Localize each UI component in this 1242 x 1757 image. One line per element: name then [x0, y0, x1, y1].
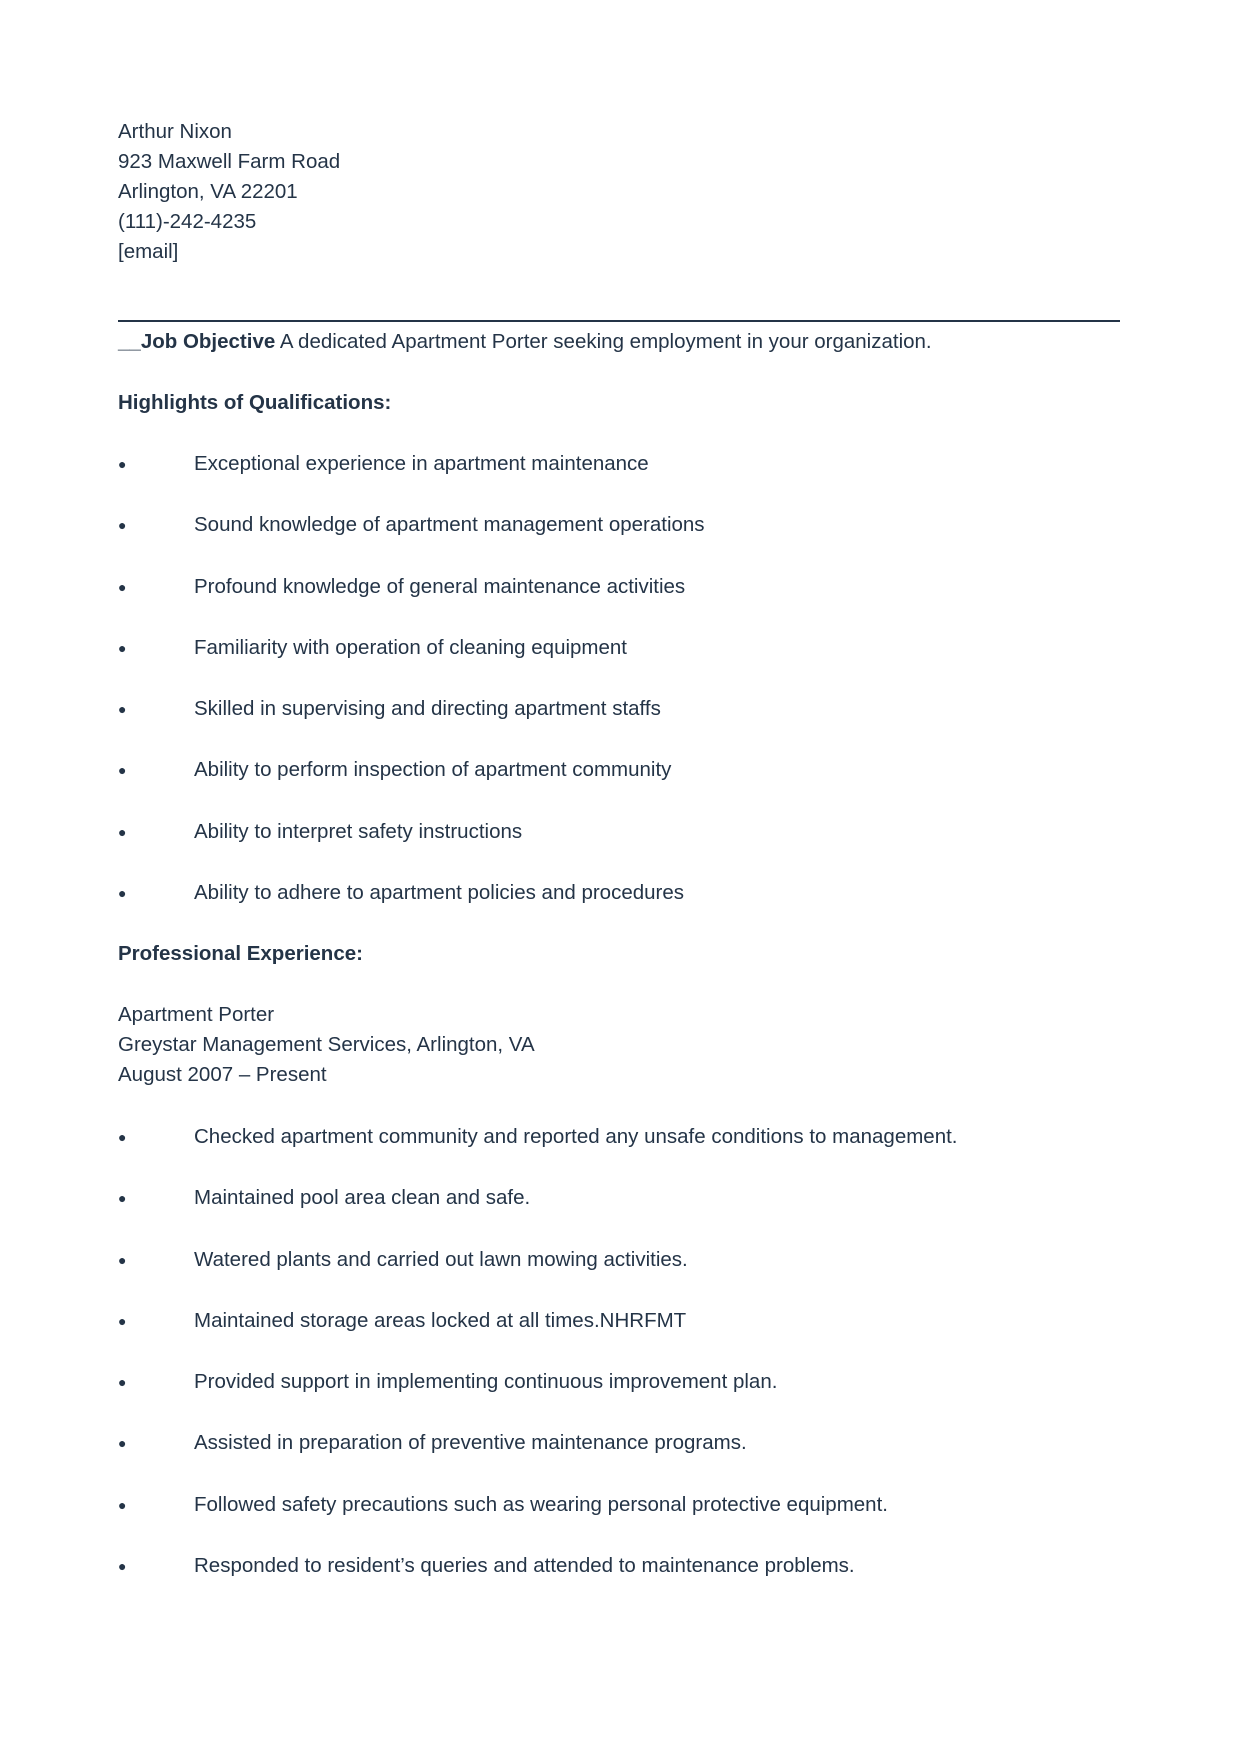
job-objective [118, 327, 932, 357]
contact-name: Arthur Nixon [118, 120, 232, 143]
experience-heading: Professional Experience: [118, 942, 363, 965]
list-item-text: Responded to resident’s queries and attended to maintenance problems. [194, 1554, 855, 1578]
list-item-text: Checked apartment community and reported any unsafe conditions to management. [194, 1125, 958, 1148]
list-item-text: Ability to perform inspection of apartment community [194, 758, 672, 782]
list-item-text: Watered plants and carried out lawn mowing activities. [194, 1247, 688, 1271]
bullet-icon: ● [118, 456, 127, 472]
list-item-text: Familiarity with operation of cleaning equipment [194, 635, 628, 659]
bullet-icon: ● [118, 1312, 127, 1329]
bullet-icon: ● [118, 1129, 127, 1145]
list-item-text: Maintained storage areas locked at all times.NHRFMT [194, 1308, 687, 1332]
list-item-text: Ability to adhere to apartment policies and procedures [194, 881, 685, 905]
qualifications-heading: Highlights of Qualifications: [118, 391, 392, 414]
bullet-icon: ● [118, 517, 127, 534]
bullet-icon: ● [118, 578, 127, 595]
contact-city: Arlington, VA 22201 [118, 180, 298, 203]
bullet-icon: ● [118, 885, 127, 902]
job-employer: Greystar Management Services, Arlington, VA [118, 1033, 535, 1056]
contact-email: [email] [118, 240, 179, 263]
bullet-icon: ● [118, 1190, 127, 1207]
job-title: Apartment Porter [118, 1003, 275, 1026]
list-item-text: Profound knowledge of general maintenance activities [194, 574, 686, 598]
bullet-icon: ● [118, 1251, 127, 1268]
objective-text: A dedicated Apartment Porter seeking employment in your organization. [275, 330, 932, 353]
objective-label: Job Objective [140, 330, 276, 353]
list-item-text: Maintained pool area clean and safe. [194, 1186, 531, 1210]
bullet-icon: ● [118, 701, 127, 718]
contact-phone: (111)-242-4235 [118, 210, 257, 233]
job-dates: August 2007 – Present [118, 1063, 327, 1086]
contact-block [118, 117, 340, 267]
bullet-icon: ● [118, 1435, 127, 1452]
bullet-icon: ● [118, 762, 127, 779]
list-item-text: Sound knowledge of apartment management operations [194, 513, 705, 537]
list-item-text: Exceptional experience in apartment maintenance [194, 452, 649, 475]
bullet-icon: ● [118, 639, 127, 656]
bullet-icon: ● [118, 1374, 127, 1391]
contact-street: 923 Maxwell Farm Road [118, 150, 341, 173]
list-item-text: Followed safety precautions such as wearing personal protective equipment. [194, 1492, 888, 1516]
horizontal-rule [118, 320, 1120, 322]
list-item-text: Provided support in implementing continuous improvement plan. [194, 1370, 778, 1394]
list-item-text: Skilled in supervising and directing apartment staffs [194, 697, 661, 721]
list-item-text: Ability to interpret safety instructions [194, 819, 523, 843]
list-item-text: Assisted in preparation of preventive maintenance programs. [194, 1431, 747, 1455]
objective-prefix: __ [118, 330, 141, 353]
bullet-icon: ● [118, 1496, 127, 1513]
job-entry [118, 1000, 535, 1090]
bullet-icon: ● [118, 1558, 127, 1575]
bullet-icon: ● [118, 823, 127, 840]
